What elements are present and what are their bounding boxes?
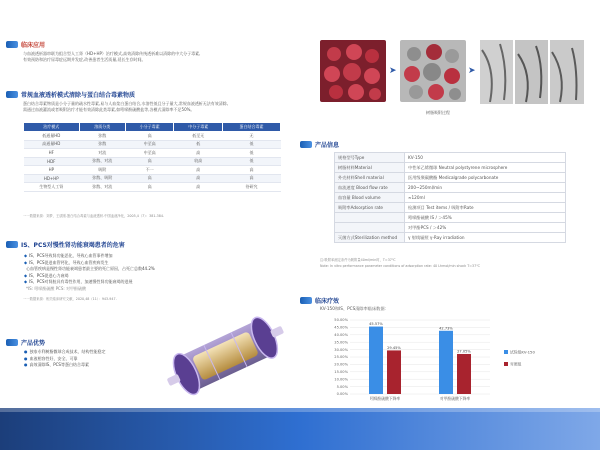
product-info-title: 产品信息: [300, 140, 339, 149]
y-tick-label: 40.00%: [334, 333, 348, 337]
x-tick-label: 对甲酚硫酸下降率: [439, 396, 471, 401]
section-icon: [6, 41, 18, 48]
list-item: ◆ IS、PCS对肾脏具有毒性作用，加速慢性肾功能衰竭的进展: [24, 279, 133, 285]
table-row: 高通量HD 弥散 中至高 低 低: [24, 140, 281, 149]
legend-swatch: [504, 350, 508, 354]
clinical-effect-title: 临床疗效: [300, 296, 339, 305]
list-item: ◆ IS、PCS促进心力衰竭: [24, 272, 69, 278]
list-footnote: 一一数据来源：相关临床研究文献，2020,48（11）：943-947.: [23, 297, 117, 301]
section-icon: [6, 339, 18, 346]
y-tick-label: 10.00%: [334, 377, 348, 382]
harm-title: IS、PCS对慢性肾功能衰竭患者的危害: [6, 240, 125, 249]
table-row: 吲哚酚硫酸 IS / ＞45%: [335, 213, 566, 223]
legend-label: 试验组KV-150: [510, 349, 535, 355]
table-row: HDF 弥散、对流 高 较高 低: [24, 157, 281, 166]
footer-band: [0, 408, 600, 450]
y-tick-label: 15.00%: [334, 370, 348, 374]
resin-image-before: [320, 40, 386, 102]
y-tick-label: 30.00%: [334, 347, 348, 352]
list-item: ◆ IS、PCS促进血管钙化，导致心血管疾病发生: [24, 259, 109, 265]
bar: [457, 354, 471, 394]
y-tick-label: 50.00%: [334, 318, 348, 323]
product-spec-table: [334, 152, 566, 243]
data-label: 42.73%: [439, 326, 453, 331]
process-arrow-icon: ➤: [468, 66, 476, 76]
dialysis-mode-table: [23, 122, 281, 192]
y-tick-label: 35.00%: [334, 340, 348, 345]
y-tick-label: 5.00%: [336, 384, 348, 389]
table-row: HF 对流 中至高 高 低: [24, 149, 281, 158]
clinical-app-title: 临床应用: [6, 40, 45, 49]
table-row: 血流速度 Blood flow rate 200~250ml/min: [335, 183, 566, 193]
y-tick-label: 45.00%: [334, 325, 348, 330]
advantage-title: 产品优势: [6, 338, 45, 347]
harm-list: [24, 253, 155, 293]
list-item: 心血管疾病是慢性肾功能衰竭患者最主要的死亡原因，占死亡总数44.2%: [26, 266, 155, 272]
bar: [387, 350, 401, 394]
data-label: 45.57%: [369, 322, 383, 327]
table-row: HP 吸附 不一 高 高: [24, 166, 281, 175]
y-tick-label: 20.00%: [334, 362, 348, 367]
section-icon: [6, 91, 18, 98]
hd-limit-title: 常规血液透析模式清除与蛋白结合毒素物质: [6, 90, 135, 99]
y-tick-label: 0.00%: [336, 392, 348, 397]
adsorber-device-image: [160, 305, 290, 405]
table-row: 灭菌方式Sterilization method γ 射线辐照 γ-Ray irradiation: [335, 233, 566, 243]
table-row: 对甲酚PCS / ＞42%: [335, 223, 566, 233]
table-row: 外壳材料Shell material 医用级聚碳酸酯 Medicalgrade polycarbonate: [335, 173, 566, 183]
x-tick-label: 吲哚酚硫酸下降率: [369, 396, 401, 401]
list-item: ● 独家专利树脂微球合成技术，结构性能稳定: [24, 349, 106, 354]
data-label: 27.05%: [457, 349, 471, 354]
list-item: *IS: 吲哚酚硫酸 PCS: 对甲酚硫酸: [26, 285, 86, 291]
resin-sem-images: [480, 40, 584, 104]
table-row: 血容量 Blood volume ≈120ml: [335, 193, 566, 203]
table-header-row: 治疗模式 溶质分类 小分子毒素 中分子毒素 蛋白结合毒素: [24, 123, 281, 132]
section-icon: [6, 241, 18, 248]
table-footnote: 一一数据来源：刘梦，王质刚.蛋白结合毒素与血液透析.中国血液净化，2005,4（7）：381-384.: [23, 214, 164, 218]
section-icon: [300, 297, 312, 304]
image-caption: 树脂吸附过程: [426, 110, 450, 115]
section-icon: [300, 141, 312, 148]
advantage-list: [24, 349, 106, 369]
list-item: ● 高效清除IS、PCS等蛋白结合毒素: [24, 362, 89, 368]
list-item: ● 血液相容性好，安全、可靠: [24, 355, 78, 361]
table-row: HD+HP 弥散、吸附 高 高 高: [24, 174, 281, 183]
spec-note-en: Note: In vitro performance parameter conditions of adsorption rate: 40 Lhmol/min shock T=37℃: [320, 264, 480, 268]
resin-image-during: [400, 40, 466, 102]
clearance-bar-chart: [320, 316, 560, 404]
hd-limit-text: 蛋白结合毒素物质是小分子量的疏水性毒素,易与人血浆白蛋白结合,水溶性低且分子量大,常规血液透析无法有效清除, 需通过血液灌流或者吸附治疗才能有效清除此类毒素,如吲哚酚硫酸盐等,各模式清除率不足50%。: [23, 101, 229, 112]
clinical-app-text: 与血液透析器串联为组合型人工肾（HD+HP）治疗模式,高效清除传统透析难以清除的中大分子毒素, 有效预防和治疗尿毒症远期并发症,改善患者生活质量,延长生存时间。: [23, 51, 201, 62]
bar: [369, 327, 383, 394]
table-row: 生物型人工肾 弥散、对流 高 高 待研究: [24, 183, 281, 192]
table-row: 规格型号Type KV-150: [335, 153, 566, 163]
list-item: ◆ IS、PCS导致肾功能恶化，导致心血管事件增加: [24, 253, 113, 258]
data-label: 29.45%: [387, 345, 401, 350]
chart-subtitle: KV-150和IS、PCS清除率临床数据：: [320, 306, 389, 311]
process-arrow-icon: ➤: [389, 66, 397, 76]
y-tick-label: 25.00%: [334, 355, 348, 360]
legend-swatch: [504, 362, 508, 366]
table-row: 低通量HD 弥散 高 低至无 无: [24, 132, 281, 141]
table-row: 吸附率Adsorption rate 检测项目 Test items / 吸附率Rate: [335, 203, 566, 213]
bar: [439, 331, 453, 394]
table-row: 树脂材料Material 中性苯乙烯微球 Neutral polystyrene microsphere: [335, 163, 566, 173]
legend-label: 对照组: [510, 361, 522, 367]
spec-note-cn: 注:吸附率测定条件为吸附量40ml/min时，T=37℃: [320, 258, 396, 262]
